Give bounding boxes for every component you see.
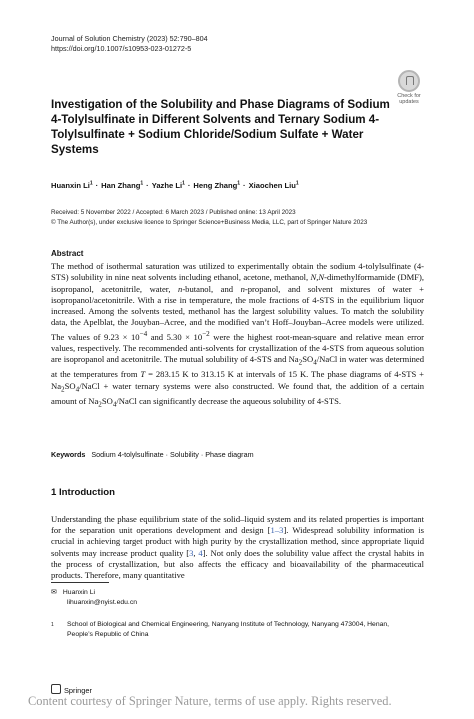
contact-name: Huanxin Li [62, 589, 96, 596]
citation-link[interactable]: 1–3 [270, 525, 284, 536]
badge-label: Check for updates [397, 93, 421, 105]
citation-link[interactable]: 3 [189, 547, 194, 558]
check-for-updates-icon [398, 70, 420, 92]
dates-line: Received: 5 November 2022 / Accepted: 6 March 2023 / Published online: 13 April 2023 [51, 209, 296, 216]
envelope-icon: ✉ [51, 589, 57, 596]
author-list: Huanxin $Li^1$ · Han Zhang$^1$ · Yazhe $Li^1$ · Heng Zhang$^1$ · Xiaochen Liu$^1$ [51, 180, 299, 190]
journal-header [51, 34, 208, 54]
article-title: Investigation of the Solubility and Phase Diagrams of Sodium 4-Tolylsulfinate in Different Solvents and Ternary Sodium 4-Tolylsulfinate + Sodium Chloride/Sodium Sulfate + Water Systems [51, 98, 390, 156]
watermark: Content courtesy of Springer Nature, terms of use apply. Rights reserved. [28, 694, 392, 708]
author-name[interactable]: Huanxin Li$^1$ [51, 180, 93, 190]
publication-history [51, 208, 431, 228]
section-heading-introduction: 1 Introduction [51, 487, 115, 498]
author-name[interactable]: Yazhe Li$^1$ [151, 180, 185, 190]
author-name[interactable]: Xiaochen Liu$^1$ [248, 180, 299, 190]
author-name[interactable]: Han Zhang$^1$ [101, 180, 144, 190]
springer-horse-icon [51, 684, 61, 694]
copyright-line: © The Author(s), under exclusive licence to Springer Science+Business Media, LLC, part of Springer Nature 2023 [51, 219, 368, 226]
author-name[interactable]: Heng Zhang$^1$ [193, 180, 241, 190]
affiliation-text: School of Biological and Chemical Engineering, Nanyang Institute of Technology, Nanyang 473004, Henan, People’s Republic of China [67, 621, 390, 638]
journal-citation: Journal of Solution Chemistry (2023) 52:790–804 [51, 34, 208, 43]
abstract-text: The method of isothermal saturation was utilized to experimentally obtain the sodium 4-tolylsulfinate (4-STS) solubility in nine neat solvents including ethanol, acetone, methanol, N,N-dimethylformamide (DMF), isopropanol, acetonitrile, water, n-butanol, and n-propanol, and solvent mixtures of water + isopropanol/acetonitrile. With a rise in temperature, the mole fractions of 4-STS in the equilibrium liquor increased. Among the solvents tested, methanol has the largest solubility values. To match the solubility data, the Apelblat, the Jouyban–Acree, and the modified van’t Hoff–Jouyban–Acree models were utilized. The values of $9.23 \times 10^{-4}$ and $5.30 \times 10^{-2}$ were the highest root-mean-square and relative mean error values, respectively. The recommended anti-solvents for crystallization of the 4-STS from aqueous solution are isopropanol and acetonitrile. The mutual solubility of 4-STS and $Na_2SO_4$/NaCl in water was determined at the temperatures from T = 283.15 K to 313.15 K at intervals of 15 K. The phase diagrams of $4-STS + Na_2SO_4$/NaCl + water ternary systems were also constructed. We found that, the addition of a certain amount of $Na_2SO_4$/NaCl can significantly decrease the aqueous solubility of 4-STS. [51, 261, 425, 409]
keywords [51, 450, 254, 460]
introduction-text: Understanding the phase equilibrium state of the solid–liquid system and its related properties is important for the separation unit operations development and design [1–3]. Widespread solubility information is crucial in achieving target product with high purity by the crystallization method, since appropriate liquid solvents may increase product quality [3, 4]. Not only does the solubility value affect the crystal habits in the process of crystallization, but also affects the efficacy and bioavailability of the pharmaceutical products. Therefore, many quantitative [51, 514, 424, 581]
check-for-updates-badge[interactable] [393, 70, 425, 104]
affiliation [51, 620, 391, 640]
abstract-heading: Abstract [51, 249, 84, 258]
corresponding-author [51, 588, 137, 608]
publisher-name: Springer [64, 686, 92, 695]
citation-link[interactable]: 4 [198, 547, 203, 558]
journal-doi[interactable]: https://doi.org/10.1007/s10953-023-01272-5 [51, 44, 192, 53]
contact-email[interactable]: lihuanxin@nyist.edu.cn [67, 599, 137, 606]
keywords-label: Keywords [51, 450, 86, 459]
keywords-text: Sodium 4-tolylsulfinate · Solubility · Phase diagram [91, 450, 254, 459]
footnote-divider [51, 582, 109, 583]
affiliation-number: 1 [51, 622, 54, 628]
